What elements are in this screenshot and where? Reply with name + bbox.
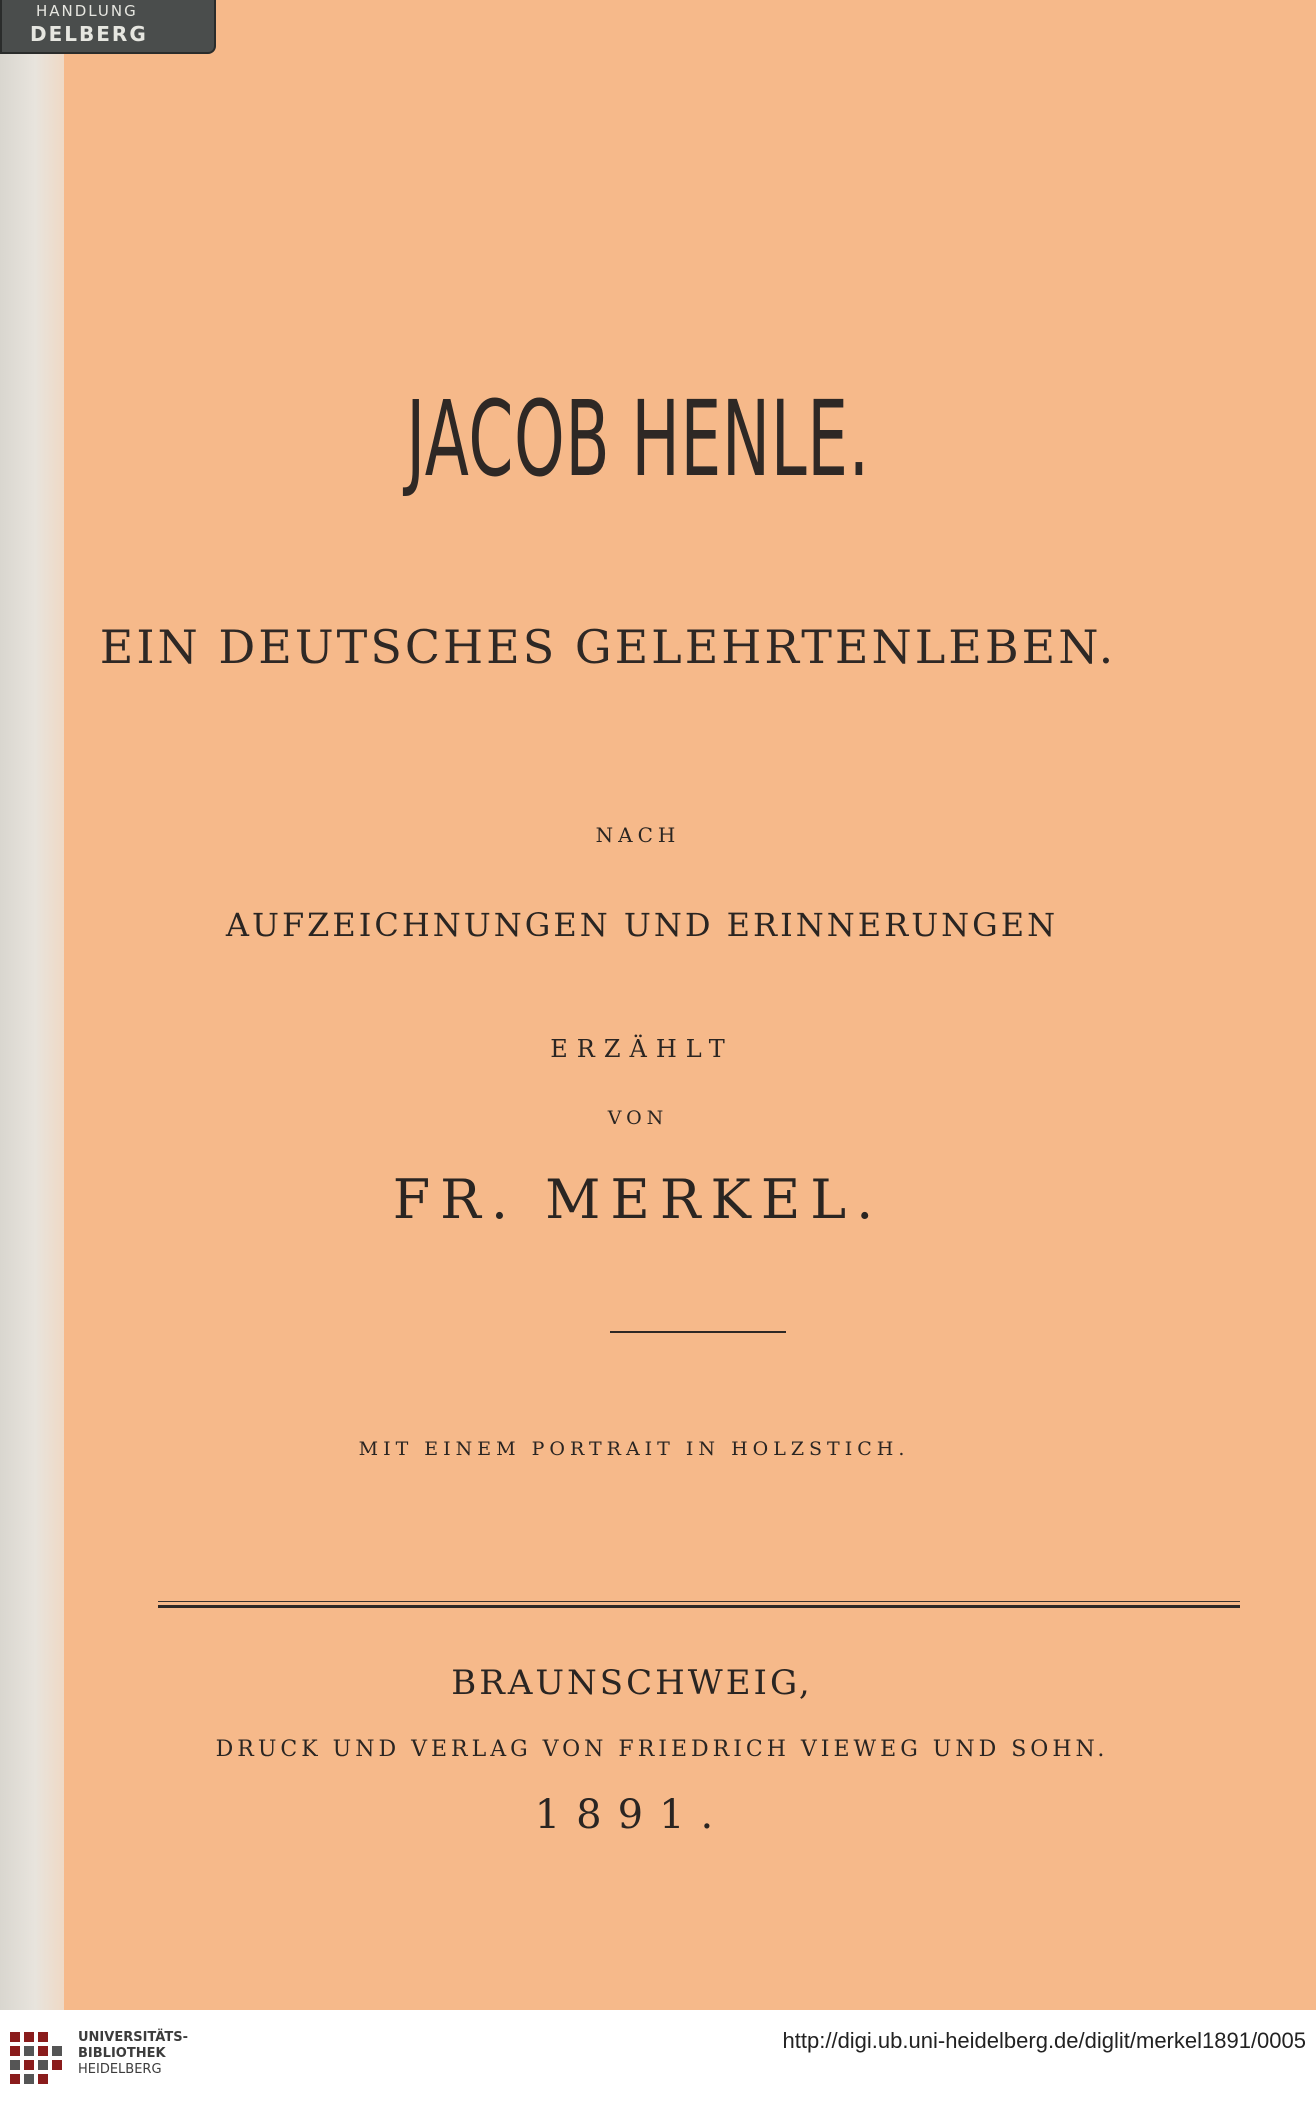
von-text: VON (607, 1107, 669, 1129)
publisher-line: DRUCK UND VERLAG VON FRIEDRICH VIEWEG UND SOHN. (215, 1737, 1109, 1762)
university-library-logo-icon (6, 2026, 68, 2088)
book-subtitle: EIN DEUTSCHES GELEHRTENLEBEN. (99, 620, 1117, 674)
footer-bar (0, 2010, 1316, 2105)
double-rule-thick (158, 1605, 1240, 1608)
library-name-line1: UNIVERSITÄTS- (78, 2030, 188, 2045)
stamp-text-bottom: DELBERG (30, 22, 148, 46)
library-name-line2: BIBLIOTHEK (78, 2046, 166, 2061)
publication-city: BRAUNSCHWEIG, (451, 1663, 813, 1703)
author-name: FR. MERKEL. (392, 1168, 884, 1231)
publication-year: 1891. (534, 1792, 730, 1838)
erzaehlt-text: ERZÄHLT (550, 1035, 734, 1063)
book-title: JACOB HENLE. (406, 378, 870, 500)
source-url: http://digi.ub.uni-heidelberg.de/diglit/merkel1891/0005 (782, 2028, 1306, 2053)
binding-edge (0, 0, 64, 2010)
double-rule-thin (158, 1601, 1240, 1602)
stamp-text-top: HANDLUNG (36, 2, 138, 20)
separator-rule (610, 1331, 786, 1333)
portrait-note: MIT EINEM PORTRAIT IN HOLZSTICH. (358, 1438, 910, 1460)
aufzeichnungen-text: AUFZEICHNUNGEN UND ERINNERUNGEN (225, 906, 1059, 944)
nach-text: NACH (595, 823, 681, 847)
bookseller-stamp (0, 0, 216, 54)
library-name-line3: HEIDELBERG (78, 2062, 162, 2077)
library-name (78, 2030, 188, 2078)
